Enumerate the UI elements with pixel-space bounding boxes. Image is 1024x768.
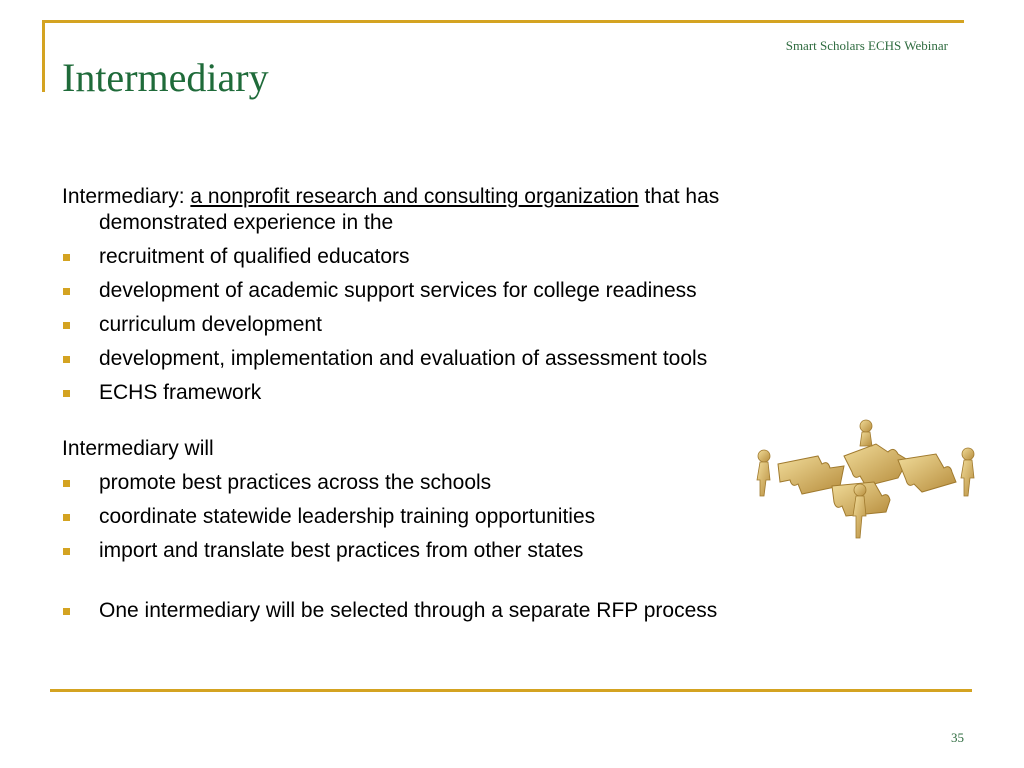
- intro-suffix: that has: [638, 185, 720, 208]
- section2-heading: Intermediary will: [62, 437, 214, 460]
- list-item: [62, 278, 922, 304]
- list-item-text: import and translate best practices from other states: [99, 539, 584, 562]
- list-item: [62, 244, 922, 270]
- bullet-square-icon: [63, 548, 70, 555]
- bullet-square-icon: [63, 254, 70, 261]
- bullet-square-icon: [63, 608, 70, 615]
- footer-divider: [50, 689, 972, 692]
- bullet-square-icon: [63, 390, 70, 397]
- puzzle-figures-illustration: [748, 416, 984, 544]
- list-item-text: promote best practices across the schools: [99, 471, 492, 494]
- bullet-square-icon: [63, 322, 70, 329]
- list-item-text: ECHS framework: [99, 381, 262, 404]
- header-tag: Smart Scholars ECHS Webinar: [785, 38, 948, 53]
- list-item-text: development, implementation and evaluation of assessment tools: [99, 347, 708, 370]
- list-item: [62, 312, 922, 338]
- spacer: [62, 564, 922, 598]
- intro-line2: demonstrated experience in the: [99, 211, 394, 234]
- frame-top-bar: [42, 20, 964, 23]
- intro-definition: a nonprofit research and consulting organization: [190, 185, 639, 208]
- list-item: [62, 346, 922, 372]
- list-item-text: development of academic support services for college readiness: [99, 279, 697, 302]
- list-item-text: One intermediary will be selected through a separate RFP process: [99, 599, 718, 622]
- list-item-text: curriculum development: [99, 313, 322, 336]
- intro-paragraph: [62, 184, 922, 236]
- list-item-text: coordinate statewide leadership training opportunities: [99, 505, 596, 528]
- list-item: [62, 598, 922, 624]
- list-item: [62, 380, 922, 406]
- slide-content: [62, 184, 922, 624]
- bullet-square-icon: [63, 480, 70, 487]
- intro-prefix: Intermediary:: [62, 185, 191, 208]
- bullet-square-icon: [63, 288, 70, 295]
- bullet-square-icon: [63, 356, 70, 363]
- page-number: 35: [951, 730, 964, 745]
- bullet-square-icon: [63, 514, 70, 521]
- list-item-text: recruitment of qualified educators: [99, 245, 410, 268]
- slide-title: Intermediary: [62, 55, 269, 100]
- frame-vertical-bar: [42, 20, 45, 92]
